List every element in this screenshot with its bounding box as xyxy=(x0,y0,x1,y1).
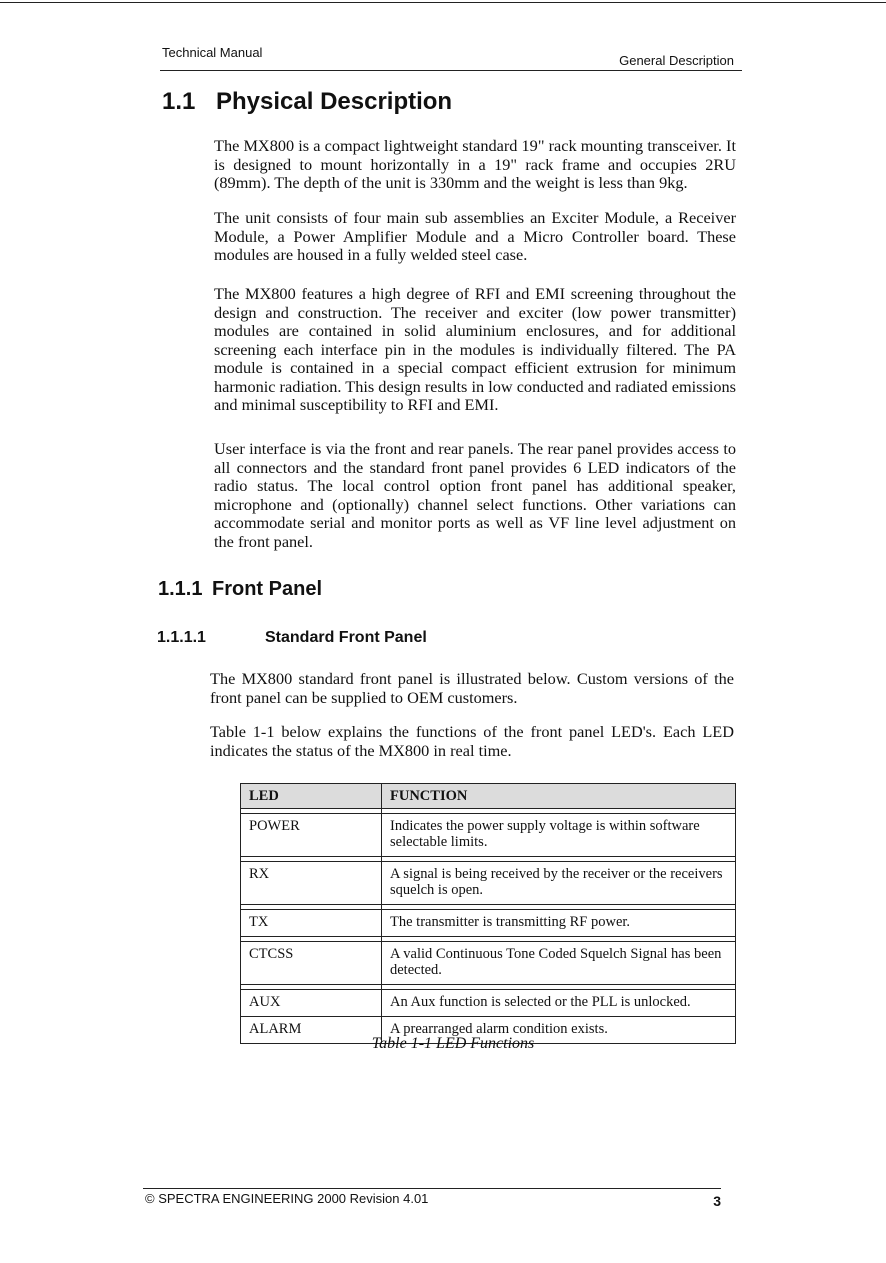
led-functions-table xyxy=(240,783,736,1044)
led-name: AUX xyxy=(241,990,382,1017)
section-title: Physical Description xyxy=(216,88,453,115)
top-rule xyxy=(0,2,886,3)
section-number: 1.1.1 xyxy=(158,578,203,600)
section-number: 1.1.1.1 xyxy=(157,629,206,646)
page-number: 3 xyxy=(713,1193,721,1209)
column-header-function: FUNCTION xyxy=(382,784,736,809)
led-function: An Aux function is selected or the PLL is unlocked. xyxy=(382,990,736,1017)
led-function: Indicates the power supply voltage is within software selectable limits. xyxy=(382,814,736,857)
led-function: A valid Continuous Tone Coded Squelch Signal has been detected. xyxy=(382,942,736,985)
page-header xyxy=(160,44,742,71)
table-caption: Table 1-1 LED Functions xyxy=(371,1035,535,1052)
section-heading-1-1-1 xyxy=(158,578,322,601)
paragraph-table-intro: Table 1-1 below explains the functions of the front panel LED's. Each LED indicates the status of the MX800 in real time. xyxy=(210,722,734,760)
paragraph-rfi-emi-screening: The MX800 features a high degree of RFI and EMI screening throughout the design and construction. The receiver and exciter (low power transmitter) modules are contained in solid aluminium enclosures, and for additional screening each interface pin in the modules is individually filtered. The PA module is contained in a special compact efficient extrusion for minimum harmonic radiation. This design results in low conducted and radiated emissions and minimal susceptibility to RFI and EMI. xyxy=(214,284,736,414)
led-name: RX xyxy=(241,862,382,905)
section-number: 1.1 xyxy=(162,88,196,115)
page-footer xyxy=(143,1188,721,1209)
section-title: Standard Front Panel xyxy=(265,629,427,646)
section-heading-1-1 xyxy=(162,88,452,116)
led-name: POWER xyxy=(241,814,382,857)
paragraph-sub-assemblies: The unit consists of four main sub assemblies an Exciter Module, a Receiver Module, a Power Amplifier Module and a Micro Controller board. These modules are housed in a fully welded steel case. xyxy=(214,208,736,264)
header-chapter-title: General Description xyxy=(619,53,734,68)
paragraph-compact-transceiver: The MX800 is a compact lightweight standard 19" rack mounting transceiver. It is designed to mount horizontally in a 19" rack frame and occupies 2RU (89mm). The depth of the unit is 330mm and the weight is less than 9kg. xyxy=(214,136,736,192)
led-function: The transmitter is transmitting RF power. xyxy=(382,910,736,937)
section-heading-1-1-1-1 xyxy=(157,629,427,647)
paragraph-user-interface: User interface is via the front and rear panels. The rear panel provides access to all connectors and the standard front panel provides 6 LED indicators of the radio status. The local control option front panel has additional speaker, microphone and (optionally) channel select functions. Other variations can accommodate serial and monitor ports as well as VF line level adjustment on the front panel. xyxy=(214,439,736,551)
led-function: A prearranged alarm condition exists. xyxy=(382,1017,736,1044)
paragraph-front-panel-intro: The MX800 standard front panel is illustrated below. Custom versions of the front panel can be supplied to OEM customers. xyxy=(210,669,734,707)
table-row xyxy=(241,942,736,985)
table-row xyxy=(241,910,736,937)
table-row xyxy=(241,990,736,1017)
section-title: Front Panel xyxy=(212,578,323,600)
led-name: CTCSS xyxy=(241,942,382,985)
header-manual-title: Technical Manual xyxy=(162,45,263,60)
column-header-led: LED xyxy=(241,784,382,809)
led-name: ALARM xyxy=(241,1017,382,1044)
led-function: A signal is being received by the receiver or the receivers squelch is open. xyxy=(382,862,736,905)
footer-copyright: © SPECTRA ENGINEERING 2000 Revision 4.01 xyxy=(145,1191,429,1206)
led-name: TX xyxy=(241,910,382,937)
table-row xyxy=(241,814,736,857)
table-row xyxy=(241,862,736,905)
table-header-row xyxy=(241,784,736,809)
